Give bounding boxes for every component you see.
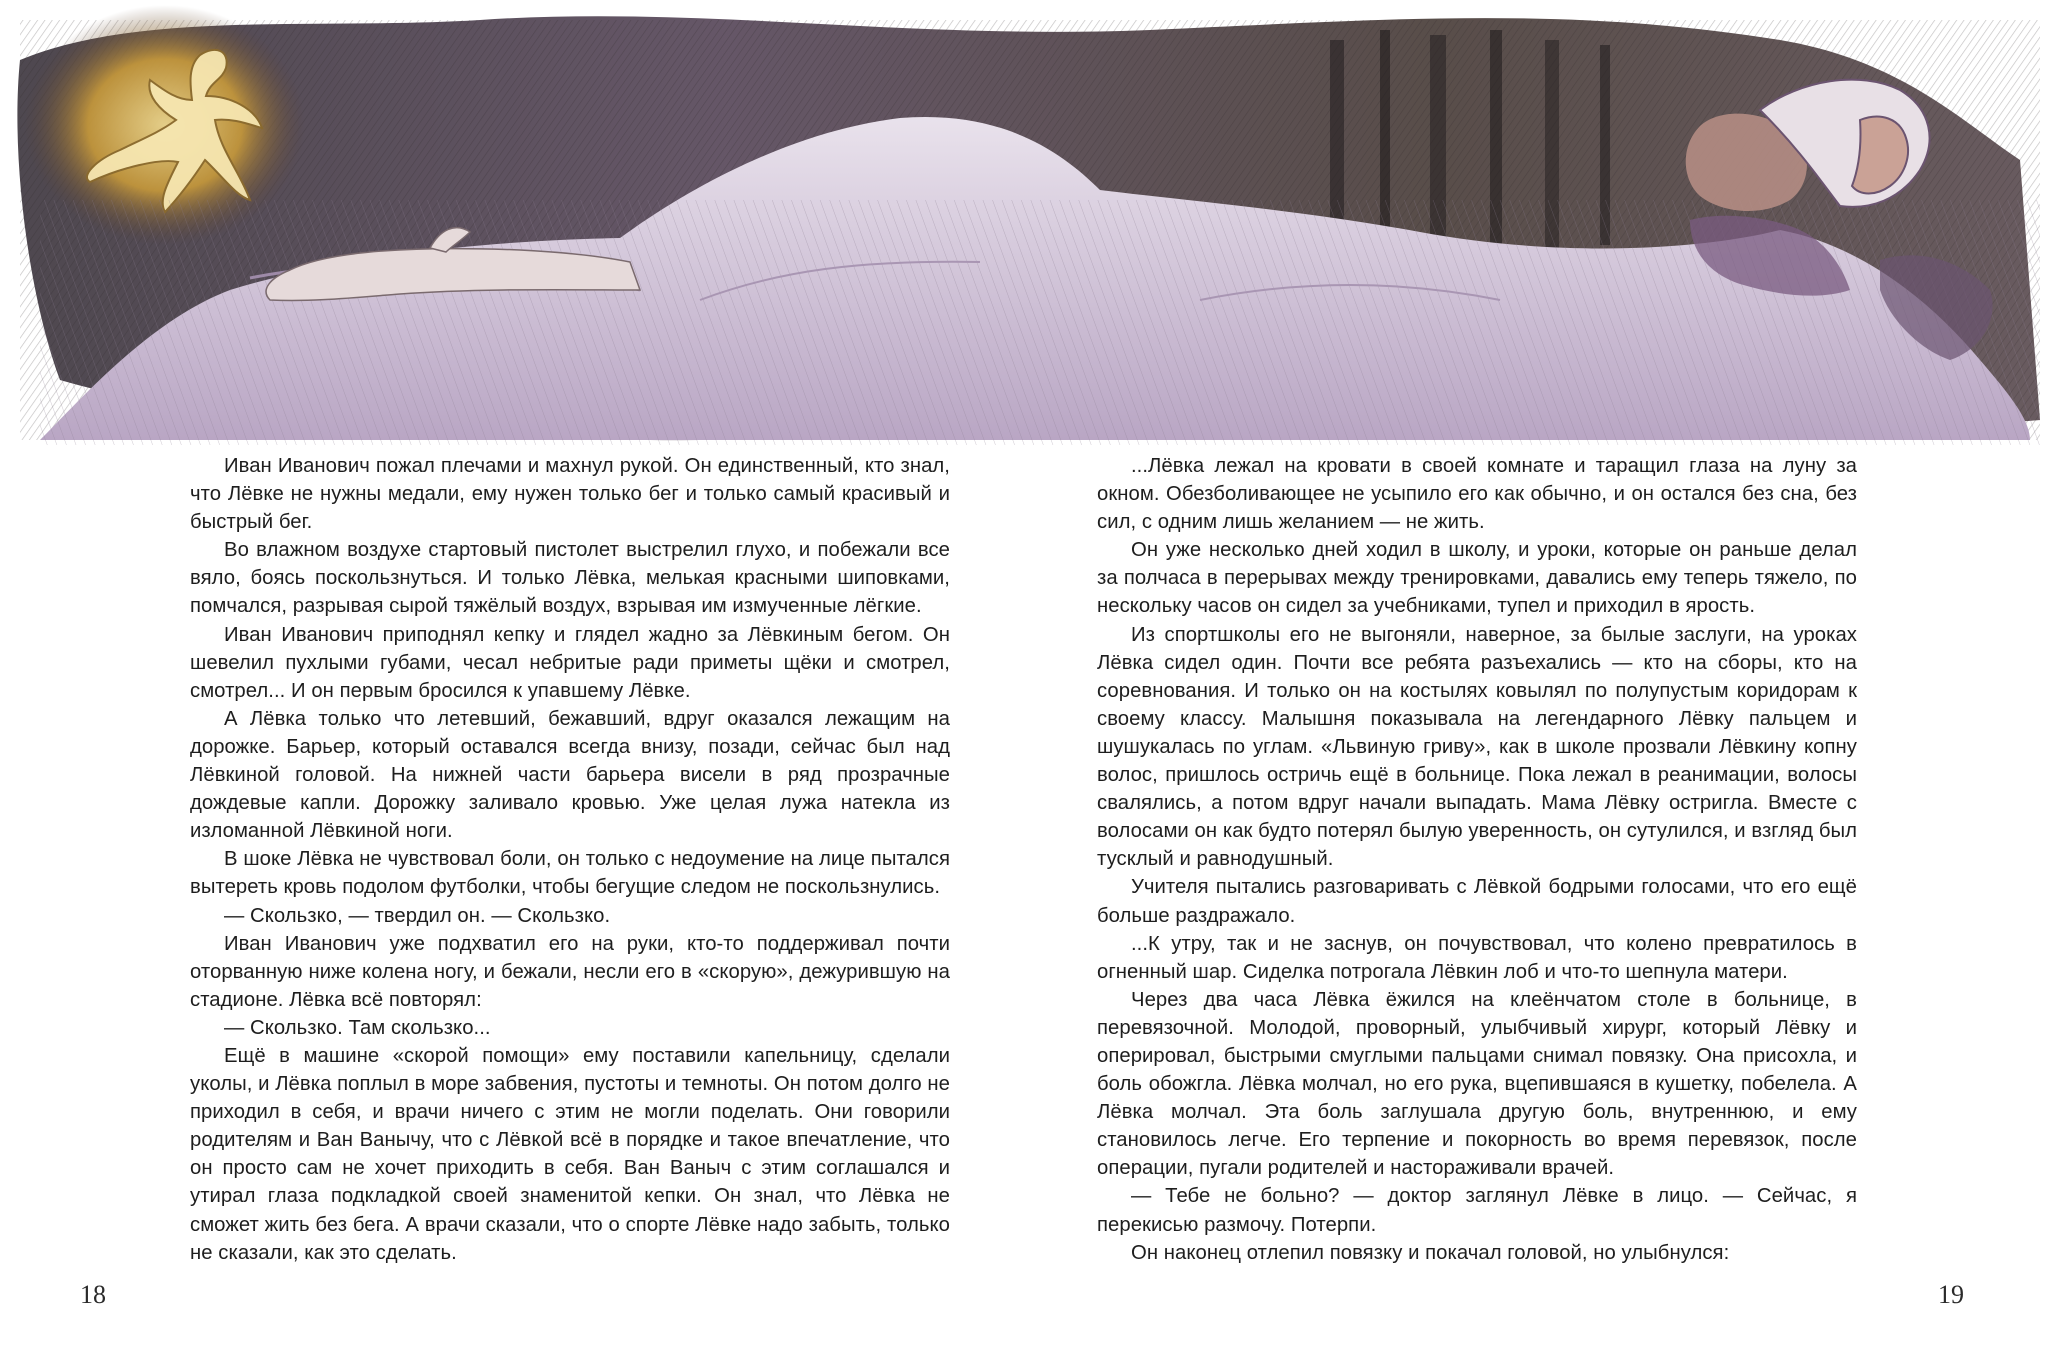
paragraph: — Скользко, — твердил он. — Скользко. bbox=[224, 904, 611, 927]
paragraph: Из спортшколы его не выгоняли, наверное, за былые заслуги, на уроках Лёвка сидел один. Почти все ребята разъехались — кто на сборы, кто на соревнования. И только он на костылях ковылял по полупустым коридорам к своему классу. Малышня показывала на легендарного Лёвку пальцем и шушукалась по углам. «Львиную гриву», как в школе прозвали Лёвкину копну волос, пришлось остричь ещё в больнице. Пока лежал в реанимации, волосы свалялись, а потом вдруг начали выпадать. Мама Лёвку остригла. Вместе с волосами он как будто потерял былую уверенность, он сутулился, и взгляд был тусклый и равнодушный. bbox=[1097, 623, 1857, 871]
right-page-text bbox=[1097, 452, 1857, 1267]
paragraph: Иван Иванович приподнял кепку и глядел жадно за Лёвкиным бегом. Он шевелил пухлыми губами, чесал небритые ради приметы щёки и смотрел, смотрел... И он первым бросился к упавшему Лёвке. bbox=[190, 623, 950, 702]
page-number-right: 19 bbox=[1938, 1280, 1964, 1309]
page-number-left: 18 bbox=[80, 1280, 106, 1309]
bedroom-scene-illustration bbox=[0, 0, 2048, 445]
paragraph: — Тебе не больно? — доктор заглянул Лёвке в лицо. — Сейчас, я перекисью размочу. Потерпи. bbox=[1097, 1185, 1857, 1236]
paragraph: Он наконец отлепил повязку и покачал головой, но улыбнулся: bbox=[1131, 1241, 1730, 1264]
paragraph: Ещё в машине «скорой помощи» ему поставили капельницу, сделали уколы, и Лёвка поплыл в море забвения, пустоты и темноты. Он потом долго не приходил в себя, и врачи ничего с этим не могли поделать. Они говорили родителям и Ван Ванычу, что с Лёвкой всё в порядке и такое впечатление, что он просто сам не хочет приходить в себя. Ван Ваныч с этим соглашался и утирал глаза подкладкой своей знаменитой кепки. Он знал, что Лёвка не сможет жить без бега. А врачи сказали, что о спорте Лёвке надо забыть, только не сказали, как это сделать. bbox=[190, 1044, 950, 1264]
paragraph: Иван Иванович уже подхватил его на руки, кто-то поддерживал почти оторванную ниже колена ногу, и бежали, несли его в «скорую», дежурившую на стадионе. Лёвка всё повторял: bbox=[190, 932, 950, 1011]
paragraph: Он уже несколько дней ходил в школу, и уроки, которые он раньше делал за полчаса в перерывах между тренировками, давались ему теперь тяжело, по нескольку часов он сидел за учебниками, тупел и приходил в ярость. bbox=[1097, 539, 1857, 618]
left-page-text bbox=[190, 452, 950, 1267]
paragraph: ...Лёвка лежал на кровати в своей комнате и таращил глаза на луну за окном. Обезболивающее не усыпило его как обычно, и он остался без сна, без сил, с одним лишь желанием — не жить. bbox=[1097, 455, 1857, 534]
paragraph: — Скользко. Там скользко... bbox=[224, 1016, 491, 1039]
paragraph: Иван Иванович пожал плечами и махнул рукой. Он единственный, кто знал, что Лёвке не нужны медали, ему нужен только бег и только самый красивый и быстрый бег. bbox=[190, 455, 950, 534]
paragraph: Во влажном воздухе стартовый пистолет выстрелил глухо, и побежали все вяло, боясь поскользнуться. И только Лёвка, мелькая красными шиповками, помчался, разрывая сырой тяжёлый воздух, взрывая им измученные лёгкие. bbox=[190, 539, 950, 618]
paragraph: В шоке Лёвка не чувствовал боли, он только с недоумение на лице пытался вытереть кровь подолом футболки, чтобы бегущие следом не поскользнулись. bbox=[190, 848, 950, 899]
paragraph: ...К утру, так и не заснув, он почувствовал, что колено превратилось в огненный шар. Сиделка потрогала Лёвкин лоб и что-то шепнула матери. bbox=[1097, 932, 1857, 983]
paragraph: Учителя пытались разговаривать с Лёвкой бодрыми голосами, что его ещё больше раздражало. bbox=[1097, 876, 1857, 927]
paragraph: Через два часа Лёвка ёжился на клеёнчатом столе в больнице, в перевязочной. Молодой, проворный, улыбчивый хирург, который Лёвку и оперировал, быстрыми смуглыми пальцами снимал повязку. Она присохла, и боль обожгла. Лёвка молчал, но его рука, вцепившаяся в кушетку, побелела. А Лёвка молчал. Эта боль заглушала другую боль, внутреннюю, и ему становилось легче. Его терпение и покорность во время перевязок, после операции, пугали родителей и настораживали врачей. bbox=[1097, 988, 1857, 1180]
paragraph: А Лёвка только что летевший, бежавший, вдруг оказался лежащим на дорожке. Барьер, который оставался всегда внизу, позади, сейчас был над Лёвкиной головой. На нижней части барьера висели в ряд прозрачные дождевые капли. Дорожку заливало кровью. Уже целая лужа натекла из изломанной Лёвкиной ноги. bbox=[190, 707, 950, 843]
